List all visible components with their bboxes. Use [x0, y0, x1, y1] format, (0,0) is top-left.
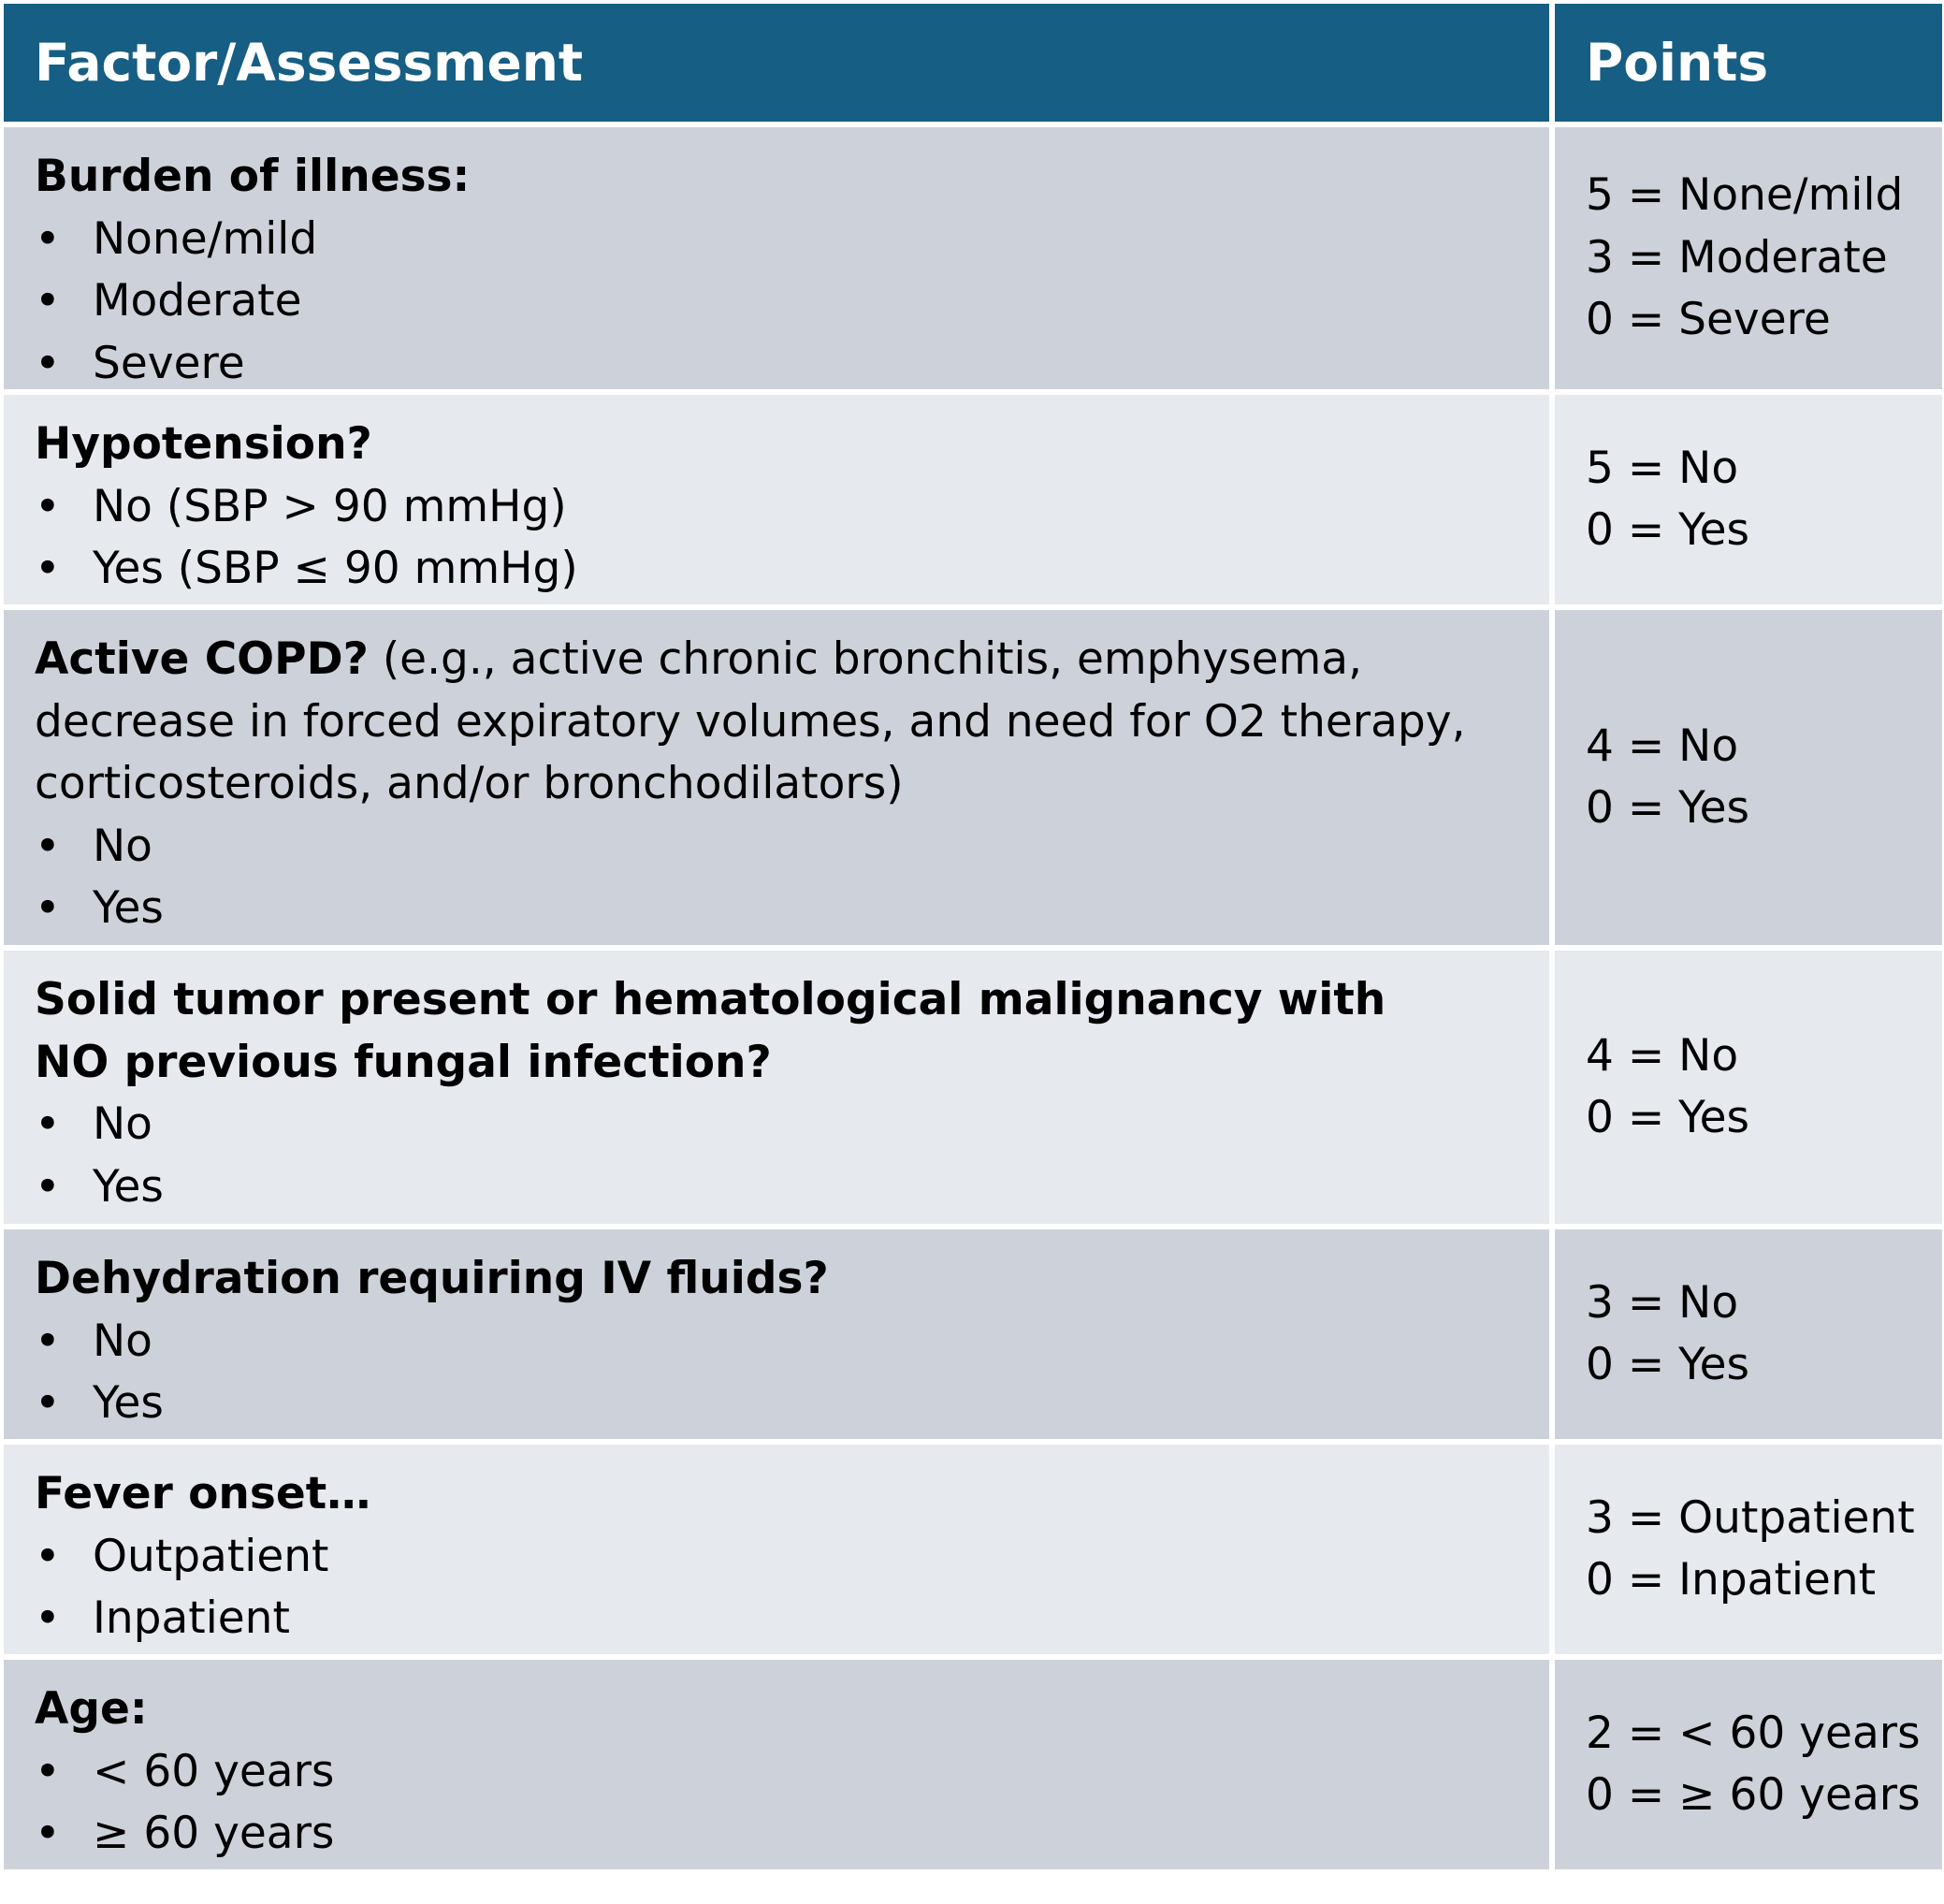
question-text: Solid tumor present or hematological malignancy with NO previous fungal infection? [35, 974, 1386, 1088]
points-line: 0 = Yes [1586, 504, 1750, 556]
question-text: Age: [35, 1683, 148, 1735]
header-factor-label: Factor/Assessment [35, 32, 584, 93]
factor-cell-hypotension [4, 395, 1549, 604]
bullet-icon: • [35, 543, 61, 594]
list-item: • None/mild [35, 209, 1549, 271]
question-text: Burden of illness: [35, 151, 471, 202]
list-item: • Yes [35, 878, 1549, 940]
points-cell-solid-tumor [1555, 951, 1942, 1224]
factor-cell-dehydration [4, 1229, 1549, 1439]
scoring-table [4, 4, 1942, 1869]
list-item: • Outpatient [35, 1526, 1549, 1589]
points-cell-dehydration [1555, 1229, 1942, 1439]
points-cell-burden-of-illness [1555, 127, 1942, 389]
header-factor-cell [4, 4, 1549, 122]
bullet-icon: • [35, 275, 61, 327]
points-line: 3 = Outpatient [1586, 1491, 1915, 1544]
factor-cell-fever-onset [4, 1445, 1549, 1654]
bullet-icon: • [35, 882, 61, 934]
bullet-icon: • [35, 1745, 61, 1797]
list-item: • < 60 years [35, 1741, 1549, 1804]
list-item: • ≥ 60 years [35, 1803, 1549, 1866]
points-line: 3 = No [1586, 1276, 1739, 1329]
list-item: • Inpatient [35, 1588, 1549, 1650]
list-item: • No [35, 1311, 1549, 1373]
bullet-icon: • [35, 820, 61, 872]
list-item: • No [35, 1094, 1549, 1156]
list-item: • No [35, 816, 1549, 879]
bullet-icon: • [35, 1098, 61, 1150]
points-line: 4 = No [1586, 1029, 1739, 1082]
points-line: 3 = Moderate [1586, 231, 1888, 283]
bullet-icon: • [35, 212, 61, 265]
list-item: • Severe [35, 333, 1549, 396]
list-item: • Moderate [35, 270, 1549, 333]
header-points-label: Points [1586, 32, 1769, 93]
factor-cell-age [4, 1660, 1549, 1869]
points-line: 0 = Severe [1586, 294, 1831, 346]
list-item: • Yes [35, 1373, 1549, 1435]
bullet-icon: • [35, 480, 61, 532]
question-text: Fever onset… [35, 1468, 371, 1519]
list-item: • Yes [35, 1156, 1549, 1219]
bullet-icon: • [35, 1377, 61, 1429]
bullet-icon: • [35, 1160, 61, 1213]
factor-cell-solid-tumor [4, 951, 1549, 1224]
question-text: Hypotension? [35, 418, 372, 470]
points-line: 0 = Inpatient [1586, 1554, 1877, 1606]
points-line: 4 = No [1586, 719, 1739, 772]
question-note: (e.g., active chronic bronchitis, emphysema, decrease in forced expiratory volumes, and need for O2 therapy, corticosteroids, and/or bronchodilators) [35, 633, 1466, 809]
question-text: Active COPD? (e.g., active chronic bronchitis, emphysema, decrease in forced expiratory volumes, and need for O2 therapy, corticosteroids, and/or bronchodilators) [35, 633, 1466, 809]
points-cell-hypotension [1555, 395, 1942, 604]
points-line: 0 = ≥ 60 years [1586, 1769, 1921, 1821]
header-points-cell [1555, 4, 1942, 122]
question-text: Dehydration requiring IV fluids? [35, 1253, 829, 1304]
bullet-icon: • [35, 1315, 61, 1367]
points-line: 2 = < 60 years [1586, 1707, 1921, 1759]
points-line: 5 = None/mild [1586, 169, 1904, 222]
points-cell-age [1555, 1660, 1942, 1869]
points-cell-fever-onset [1555, 1445, 1942, 1654]
bullet-icon: • [35, 1530, 61, 1582]
bullet-icon: • [35, 1808, 61, 1859]
points-line: 0 = Yes [1586, 1092, 1750, 1143]
bullet-icon: • [35, 1592, 61, 1644]
list-item: • No (SBP > 90 mmHg) [35, 476, 1549, 539]
factor-cell-active-copd [4, 610, 1549, 945]
list-item: • Yes (SBP ≤ 90 mmHg) [35, 538, 1549, 601]
points-line: 0 = Yes [1586, 1339, 1750, 1390]
bullet-icon: • [35, 337, 61, 389]
points-cell-active-copd [1555, 610, 1942, 945]
points-line: 5 = No [1586, 442, 1739, 494]
points-line: 0 = Yes [1586, 782, 1750, 834]
factor-cell-burden-of-illness [4, 127, 1549, 389]
